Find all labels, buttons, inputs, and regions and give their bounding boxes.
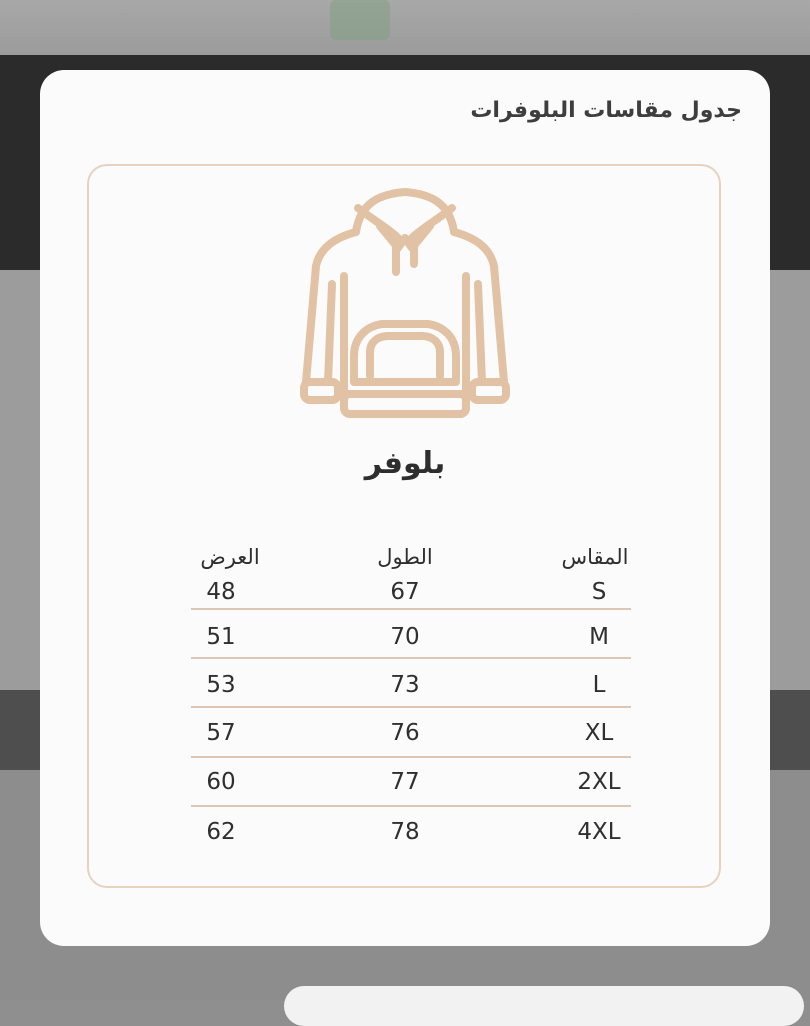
background-thumbnail [330, 0, 390, 40]
size-chart-modal [40, 70, 770, 946]
cell-length: 76 [390, 720, 420, 746]
table-row [191, 670, 631, 718]
hoodie-icon [298, 186, 512, 422]
product-name: بلوفر [364, 446, 446, 481]
cell-length: 78 [390, 819, 420, 845]
row-divider [191, 657, 631, 659]
table-row [191, 577, 631, 625]
modal-title: جدول مقاسات البلوفرات [470, 98, 742, 123]
cell-width: 53 [206, 672, 236, 698]
table-row [191, 817, 631, 865]
cell-length: 77 [390, 769, 420, 795]
cell-size: L [592, 672, 606, 698]
cell-width: 48 [206, 579, 236, 605]
row-divider [191, 805, 631, 807]
background-header [0, 0, 810, 60]
cell-width: 51 [206, 624, 236, 650]
cell-width: 62 [206, 819, 236, 845]
header-length: الطول [377, 545, 433, 569]
cell-length: 67 [390, 579, 420, 605]
row-divider [191, 756, 631, 758]
cell-size: XL [584, 720, 614, 746]
cell-length: 70 [390, 624, 420, 650]
table-row [191, 622, 631, 670]
header-size: المقاس [561, 545, 629, 569]
cell-width: 57 [206, 720, 236, 746]
cell-length: 73 [390, 672, 420, 698]
cell-width: 60 [206, 769, 236, 795]
table-row [191, 767, 631, 815]
header-width: العرض [200, 545, 260, 569]
cell-size: 4XL [577, 819, 621, 845]
cell-size: 2XL [577, 769, 621, 795]
cell-size: M [589, 624, 609, 650]
table-row [191, 718, 631, 766]
row-divider [191, 706, 631, 708]
row-divider [191, 608, 631, 610]
cell-size: S [591, 579, 607, 605]
background-bottom-sheet-handle[interactable] [284, 986, 804, 1026]
